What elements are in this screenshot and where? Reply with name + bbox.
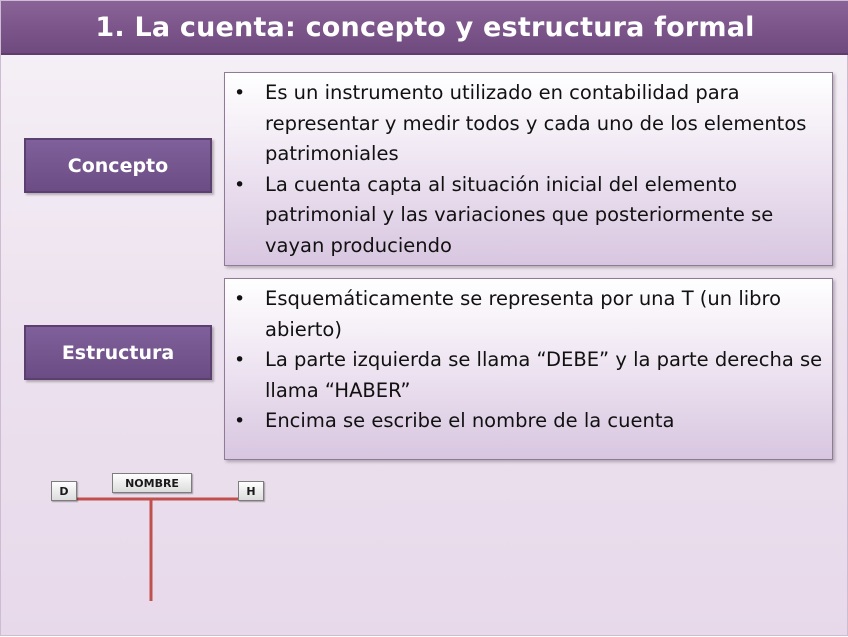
estructura-label: Estructura bbox=[24, 325, 212, 380]
bullet-item: • Encima se escribe el nombre de la cuenta bbox=[225, 406, 824, 437]
t-account-haber-box: H bbox=[238, 481, 264, 501]
slide-title: 1. La cuenta: concepto y estructura formal bbox=[1, 1, 848, 55]
bullet-item: • Es un instrumento utilizado en contabilidad para representar y medir todos y cada uno de los elementos patrimoniales bbox=[225, 78, 824, 170]
bullet-item: • La parte izquierda se llama “DEBE” y la parte derecha se llama “HABER” bbox=[225, 345, 824, 406]
bullet-item: • La cuenta capta al situación inicial del elemento patrimonial y las variaciones que posteriormente se vayan produciendo bbox=[225, 170, 824, 262]
concepto-bullet-list bbox=[225, 78, 824, 261]
bullet-item: • Esquemáticamente se representa por una T (un libro abierto) bbox=[225, 284, 824, 345]
estructura-content bbox=[224, 278, 833, 460]
t-account-name-box: NOMBRE bbox=[112, 473, 192, 493]
t-account-debe-box: D bbox=[51, 481, 77, 501]
concepto-label: Concepto bbox=[24, 138, 212, 193]
estructura-bullet-list bbox=[225, 284, 824, 437]
concepto-content bbox=[224, 72, 833, 266]
